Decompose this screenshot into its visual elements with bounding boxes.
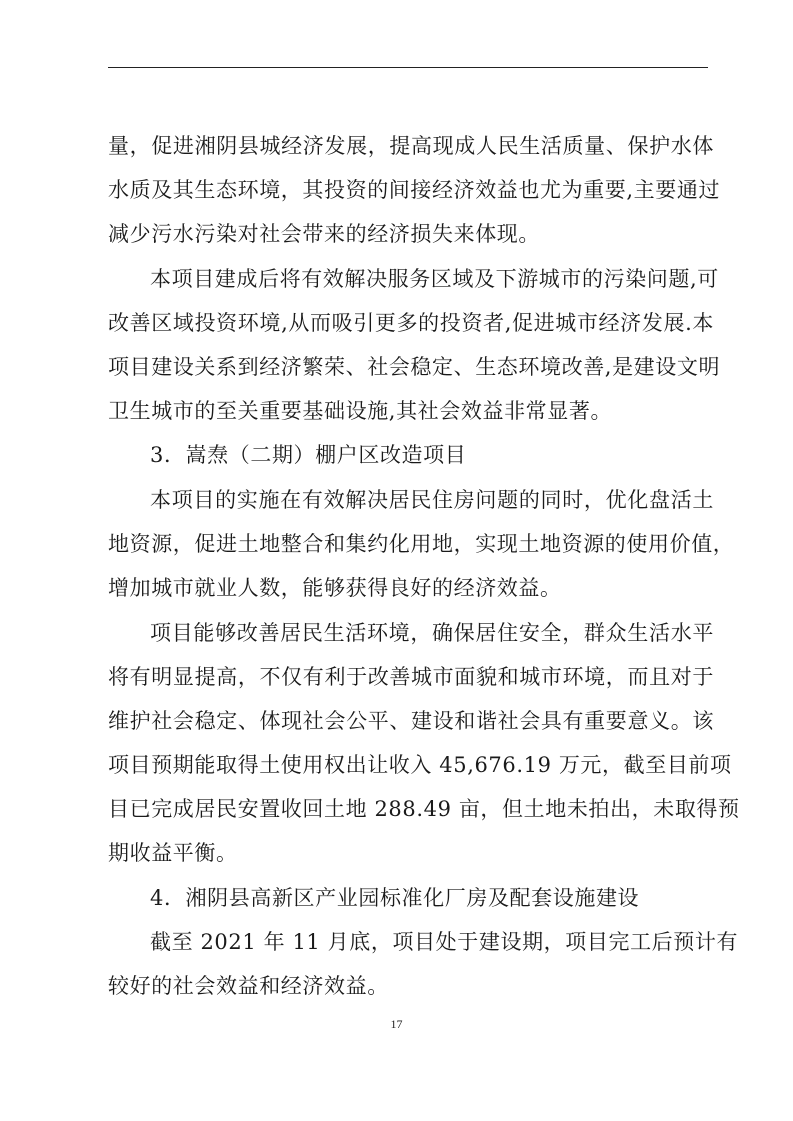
text-line: 水质及其生态环境，其投资的间接经济效益也尤为重要,主要通过 <box>108 178 721 202</box>
section-heading: 3．嵩焘（二期）棚户区改造项目 <box>150 443 467 467</box>
header-rule <box>108 67 708 68</box>
text-line: 期收益平衡。 <box>108 841 238 865</box>
page-number: 17 <box>390 1017 403 1031</box>
text-line: 目已完成居民安置收回土地 288.49 亩，但土地未拍出，未取得预 <box>108 797 740 821</box>
text-line: 项目预期能取得土使用权出让收入 45,676.19 万元，截至目前项 <box>108 753 732 777</box>
text-line: 本项目建成后将有效解决服务区域及下游城市的污染问题,可 <box>150 267 719 291</box>
text-line: 卫生城市的至关重要基础设施,其社会效益非常显著。 <box>108 399 613 423</box>
text-line: 本项目的实施在有效解决居民住房问题的同时，优化盘活土 <box>150 488 714 512</box>
text-line: 项目能够改善居民生活环境，确保居住安全，群众生活水平 <box>150 621 714 645</box>
text-line: 将有明显提高，不仅有利于改善城市面貌和城市环境，而且对于 <box>108 665 714 689</box>
text-line: 较好的社会效益和经济效益。 <box>108 974 389 998</box>
text-line: 量，促进湘阴县城经济发展，提高现成人民生活质量、保护水体 <box>108 134 714 158</box>
text-line: 地资源，促进土地整合和集约化用地，实现土地资源的使用价值， <box>108 532 735 556</box>
text-line: 增加城市就业人数，能够获得良好的经济效益。 <box>108 576 562 600</box>
section-heading: 4．湘阴县高新区产业园标准化厂房及配套设施建设 <box>150 886 640 910</box>
text-line: 截至 2021 年 11 月底，项目处于建设期，项目完工后预计有 <box>150 930 739 954</box>
text-line: 项目建设关系到经济繁荣、社会稳定、生态环境改善,是建设文明 <box>108 355 721 379</box>
text-line: 减少污水污染对社会带来的经济损失来体现。 <box>108 222 540 246</box>
text-line: 改善区域投资环境,从而吸引更多的投资者,促进城市经济发展.本 <box>108 311 714 335</box>
text-line: 维护社会稳定、体现社会公平、建设和谐社会具有重要意义。该 <box>108 709 714 733</box>
